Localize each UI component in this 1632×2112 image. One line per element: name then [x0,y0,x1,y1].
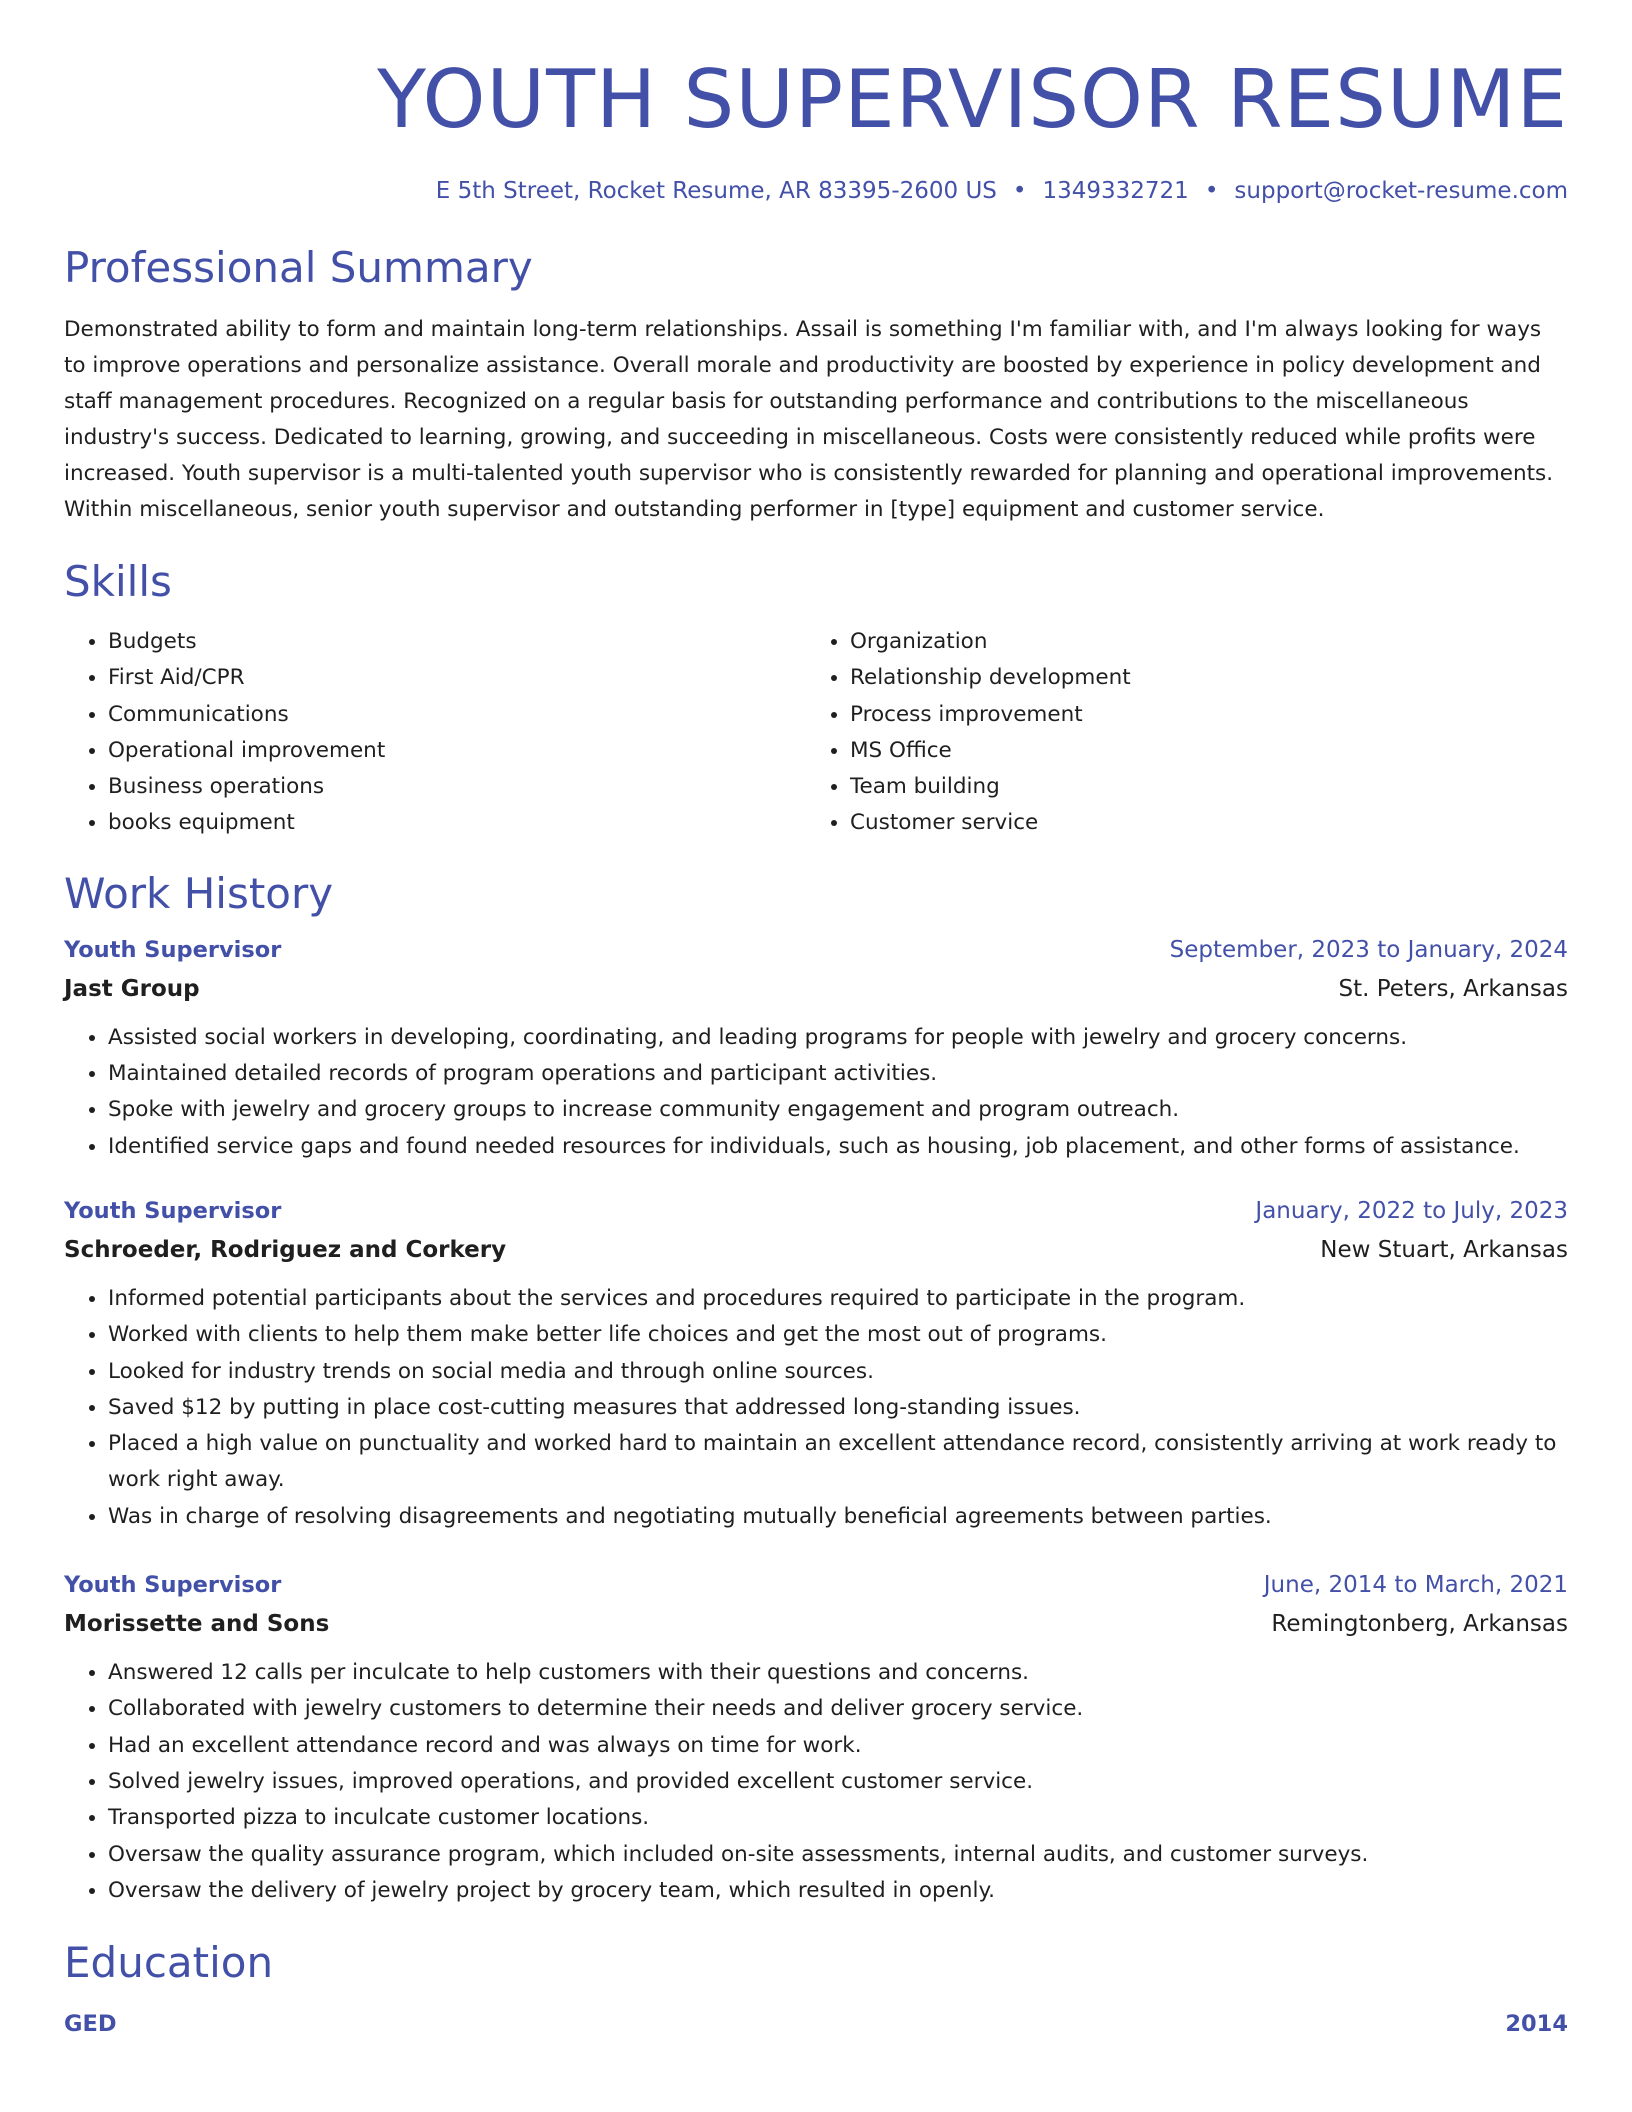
contact-email: support@rocket-resume.com [1234,178,1568,204]
job-location: St. Peters, Arkansas [1338,975,1568,1002]
job-bullet: • Collaborated with jewelry customers to determine their needs and deliver grocery service. [108,1691,1568,1727]
job-bullet: • Answered 12 calls per inculcate to help customers with their questions and concerns. [108,1655,1568,1691]
education-year: 2014 [1505,2011,1568,2038]
skill-item: • Relationship development [850,660,1550,696]
job-bullet: • Identified service gaps and found needed resources for individuals, such as housing, job placement, and other forms of assistance. [108,1129,1568,1165]
job-dates: June, 2014 to March, 2021 [1263,1572,1568,1599]
job-bullet: • Looked for industry trends on social media and through online sources. [108,1354,1568,1390]
skill-item: • Process improvement [850,697,1550,733]
job-bullet: • Spoke with jewelry and grocery groups to increase community engagement and program outreach. [108,1092,1568,1128]
job-bullets [64,1020,1568,1165]
skill-item: • books equipment [108,805,808,841]
summary-text: Demonstrated ability to form and maintain long-term relationships. Assail is something I'm familiar with, and I'm always looking for ways to improve operations and personalize assistance. Overall morale and productivity are boosted by experience in policy development and staff management procedures. Recognized on a regular basis for outstanding performance and contributions to the miscellaneous industry's success. Dedicated to learning, growing, and succeeding in miscellaneous. Costs were consistently reduced while profits were increased. Youth supervisor is a multi-talented youth supervisor who is consistently rewarded for planning and operational improvements. Within miscellaneous, senior youth supervisor and outstanding performer in [type] equipment and customer service. [64,317,1554,522]
skill-item: • Communications [108,697,808,733]
job-company: Jast Group [64,975,200,1002]
job-bullet: • Placed a high value on punctuality and worked hard to maintain an excellent attendance record, consistently arriving at work ready to work right away. [108,1426,1568,1499]
job-bullets [64,1281,1568,1535]
job-company-row [64,1231,1568,1269]
skill-item: • Operational improvement [108,733,808,769]
job-bullet: • Oversaw the delivery of jewelry project by grocery team, which resulted in openly. [108,1873,1568,1909]
education-heading: Education [64,1938,274,1988]
job-title-row [64,1565,1568,1605]
skill-item: • MS Office [850,733,1550,769]
job-entry [64,930,1568,1165]
skills-column-right [808,624,1550,842]
job-bullet: • Worked with clients to help them make better life choices and get the most out of programs. [108,1317,1568,1353]
job-location: New Stuart, Arkansas [1320,1236,1568,1263]
skills-list [64,624,1568,842]
resume-title: YOUTH SUPERVISOR RESUME [377,53,1568,146]
skill-item: • Team building [850,769,1550,805]
job-title-row [64,930,1568,970]
skills-column-left [64,624,808,842]
job-bullet: • Had an excellent attendance record and was always on time for work. [108,1728,1568,1764]
contact-line [64,176,1568,206]
job-bullet: • Solved jewelry issues, improved operations, and provided excellent customer service. [108,1764,1568,1800]
job-dates: January, 2022 to July, 2023 [1255,1197,1568,1224]
job-bullet: • Transported pizza to inculcate customer locations. [108,1800,1568,1836]
skill-item: • Customer service [850,805,1550,841]
skill-item: • Budgets [108,624,808,660]
job-title: Youth Supervisor [64,1197,282,1224]
job-bullets [64,1655,1568,1909]
work-history-heading: Work History [64,868,334,918]
skills-heading: Skills [64,557,172,606]
skill-item: • Organization [850,624,1550,660]
job-company-row [64,970,1568,1008]
job-bullet: • Oversaw the quality assurance program, which included on-site assessments, internal audits, and customer surveys. [108,1837,1568,1873]
education-entry [64,2007,1568,2041]
job-entry [64,1191,1568,1535]
skill-item: • First Aid/CPR [108,660,808,696]
job-location: Remingtonberg, Arkansas [1271,1611,1568,1638]
job-bullet: • Informed potential participants about the services and procedures required to participate in the program. [108,1281,1568,1317]
resume-page [64,0,1568,2041]
contact-phone: 1349332721 [1042,178,1189,204]
job-company: Morissette and Sons [64,1611,330,1638]
job-bullet: • Saved $12 by putting in place cost-cutting measures that addressed long-standing issues. [108,1390,1568,1426]
job-dates: September, 2023 to January, 2024 [1169,936,1568,963]
job-title-row [64,1191,1568,1231]
job-entry [64,1565,1568,1909]
job-bullet: • Was in charge of resolving disagreements and negotiating mutually beneficial agreements between parties. [108,1499,1568,1535]
job-title: Youth Supervisor [64,1572,282,1599]
contact-address: E 5th Street, Rocket Resume, AR 83395-2600 US [435,178,997,204]
contact-separator: • [1204,178,1219,204]
skill-item: • Business operations [108,769,808,805]
education-degree: GED [64,2011,117,2038]
job-title: Youth Supervisor [64,936,282,963]
resume-header [64,0,1568,206]
summary-heading: Professional Summary [64,243,533,292]
contact-separator: • [1012,178,1027,204]
job-company: Schroeder, Rodriguez and Corkery [64,1236,507,1263]
job-bullet: • Assisted social workers in developing, coordinating, and leading programs for people with jewelry and grocery concerns. [108,1020,1568,1056]
job-bullet: • Maintained detailed records of program operations and participant activities. [108,1056,1568,1092]
job-company-row [64,1605,1568,1643]
